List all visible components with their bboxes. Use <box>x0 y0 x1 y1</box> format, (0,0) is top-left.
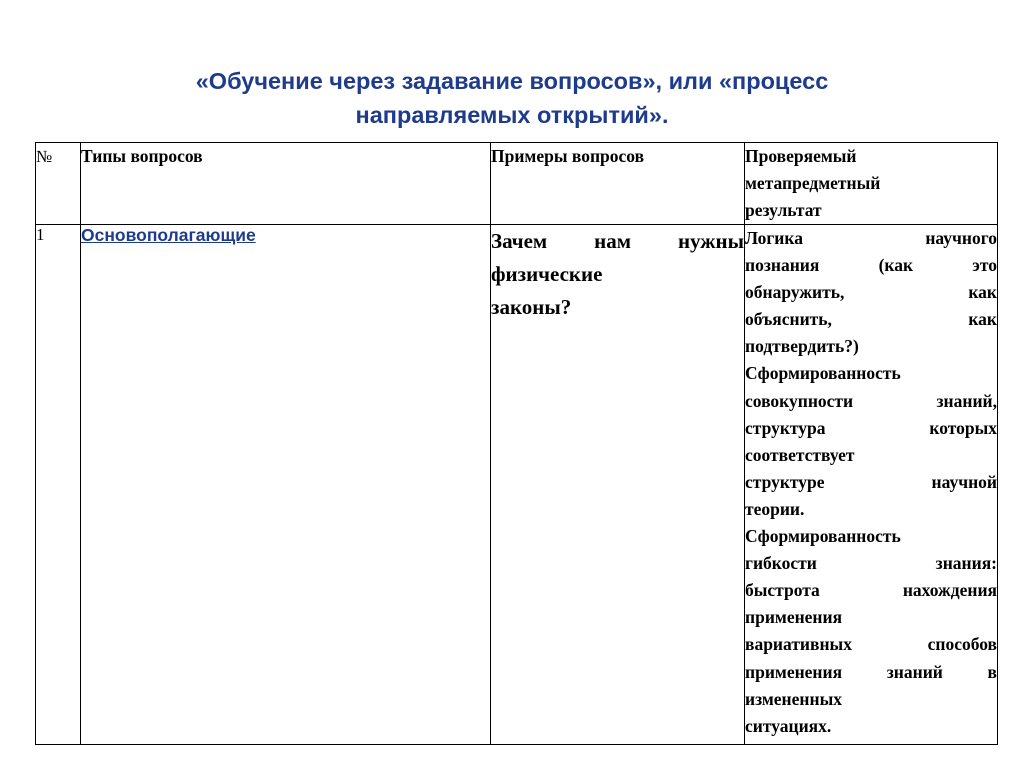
result-line: теории. <box>745 498 805 519</box>
result-line: структура которых <box>745 417 997 438</box>
row-number: 1 <box>36 225 81 745</box>
result-line: подтвердить?) <box>745 336 859 357</box>
header-result-line: Проверяемый <box>745 146 857 166</box>
question-example-cell <box>491 225 745 745</box>
header-number: № <box>36 143 81 225</box>
result-line: применения <box>745 607 843 628</box>
result-line: объяснить, как <box>745 309 997 330</box>
slide-title-line-1: «Обучение через задавание вопросов», или «процесс <box>195 68 829 94</box>
table-header-row <box>36 143 998 225</box>
question-type-cell <box>81 225 491 745</box>
question-type-link[interactable]: Основополагающие <box>81 225 256 245</box>
result-line: гибкости знания: <box>745 553 997 574</box>
table-row <box>36 225 998 745</box>
result-line: Логика научного <box>745 228 997 248</box>
result-cell <box>745 225 998 745</box>
header-checked-result <box>745 143 998 225</box>
result-line: соответствует <box>745 444 855 465</box>
header-result-line: метапредметный <box>745 173 881 193</box>
result-line: вариативных способов <box>745 634 997 655</box>
result-line: обнаружить, как <box>745 282 997 303</box>
result-line: структуре научной <box>745 471 997 492</box>
result-line: Сформированность <box>745 526 901 547</box>
result-line: Сформированность <box>745 363 901 384</box>
result-line: познания (как это <box>745 255 997 276</box>
example-line: физические <box>491 262 603 286</box>
slide-title <box>60 64 964 132</box>
result-line: ситуациях. <box>745 715 832 736</box>
question-types-table <box>35 142 998 745</box>
header-question-types: Типы вопросов <box>81 143 491 225</box>
header-question-examples: Примеры вопросов <box>491 143 745 225</box>
example-line: законы? <box>491 295 572 319</box>
result-line: совокупности знаний, <box>745 390 997 411</box>
result-line: применения знаний в <box>745 661 997 682</box>
example-line: Зачем нам нужны <box>491 229 744 253</box>
header-result-line: результат <box>745 200 822 220</box>
result-line: быстрота нахождения <box>745 580 997 601</box>
result-line: измененных <box>745 688 842 709</box>
slide-title-line-2: направляемых открытий». <box>355 102 669 128</box>
